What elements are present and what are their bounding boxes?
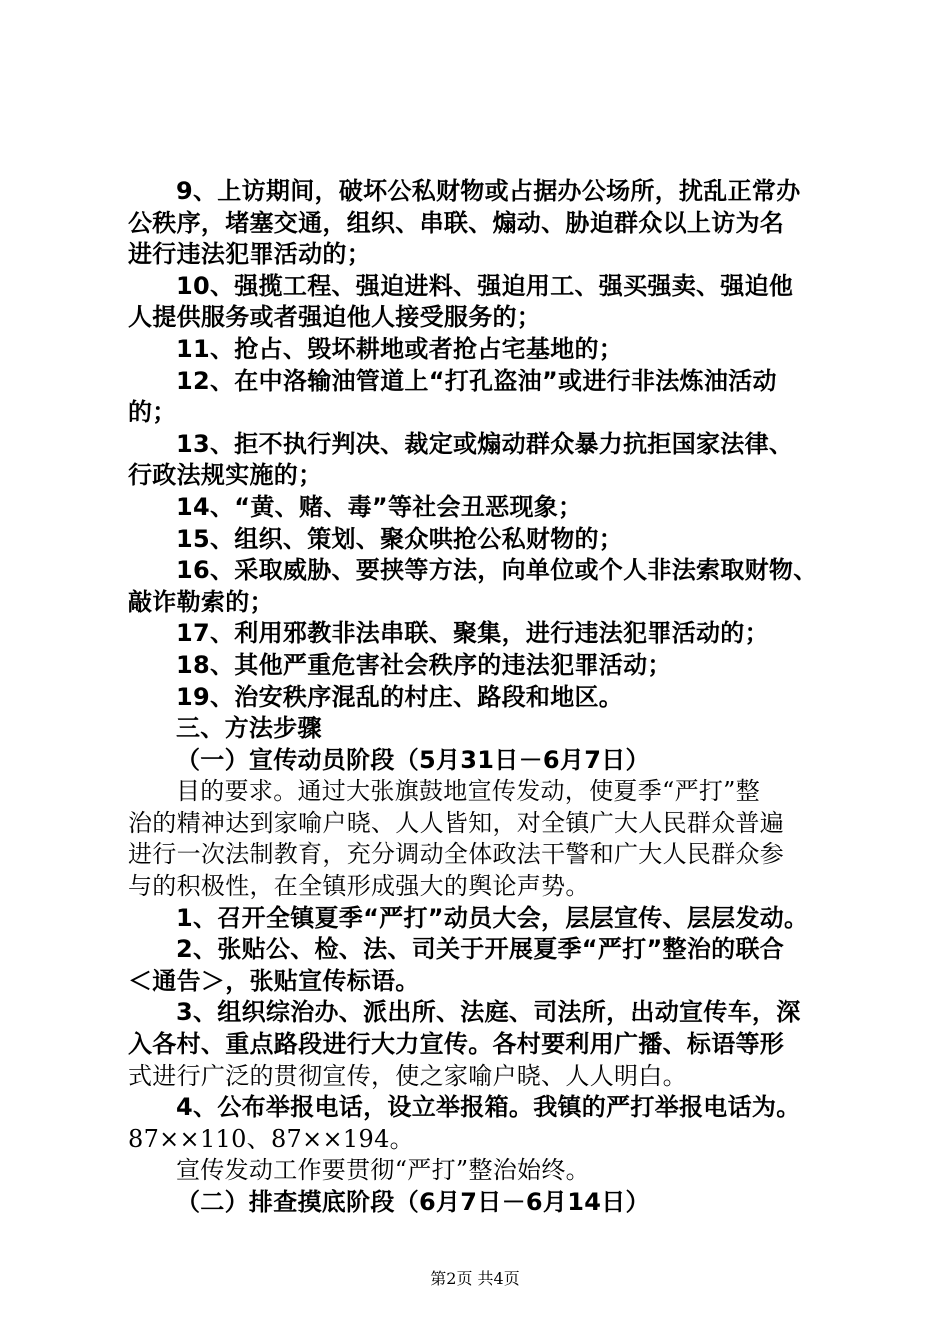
text-line: 3、组织综治办、派出所、法庭、司法所，出动宣传车，深 (176, 998, 801, 1027)
section-heading-methods (128, 713, 840, 745)
paragraph-item-12 (128, 366, 840, 429)
paragraph-item-16 (128, 555, 840, 618)
text-line: 目的要求。通过大张旗鼓地宣传发动，使夏季“严打”整 (176, 777, 761, 806)
subsection-heading-publicity (128, 745, 840, 777)
paragraph-item-15 (128, 524, 840, 556)
text-line: 16、采取威胁、要挟等方法，向单位或个人非法索取财物、 (176, 556, 818, 585)
text-line: 1、召开全镇夏季“严打”动员大会，层层宣传、层层发动。 (176, 903, 809, 932)
paragraph-item-13 (128, 429, 840, 492)
text-line: 4、公布举报电话，设立举报箱。我镇的严打举报电话为。 (176, 1093, 801, 1122)
paragraph-item-17 (128, 618, 840, 650)
paragraph-step-3 (128, 997, 840, 1092)
text-line: （二）排查摸底阶段（6月7日－6月14日） (176, 1188, 650, 1216)
paragraph-step-4 (128, 1092, 840, 1155)
paragraph-item-11 (128, 334, 840, 366)
text-line: 进行违法犯罪活动的； (128, 240, 371, 269)
paragraph-step-2 (128, 934, 840, 997)
text-line: 87××110、87××194。 (128, 1124, 414, 1153)
text-line: 18、其他严重危害社会秩序的违法犯罪活动； (176, 650, 672, 679)
text-line: 与的积极性，在全镇形成强大的舆论声势。 (128, 872, 590, 901)
paragraph-item-14 (128, 492, 840, 524)
text-line: 式进行广泛的贯彻宣传，使之家喻户晓、人人明白。 (128, 1061, 687, 1090)
text-line: 9、上访期间，破坏公私财物或占据办公场所，扰乱正常办 (176, 177, 801, 205)
paragraph-item-19 (128, 682, 840, 714)
text-line: 敲诈勒索的； (128, 587, 274, 616)
document-body (128, 176, 840, 1219)
subsection-heading-investigation (128, 1187, 840, 1219)
text-line: 2、张贴公、检、法、司关于开展夏季“严打”整治的联合 (176, 935, 785, 964)
text-line: （一）宣传动员阶段（5月31日－6月7日） (176, 745, 650, 774)
text-line: 15、组织、策划、聚众哄抢公私财物的； (176, 524, 624, 553)
text-line: 19、治安秩序混乱的村庄、路段和地区。 (176, 682, 624, 711)
text-line: 14、“黄、赌、毒”等社会丑恶现象； (176, 492, 583, 521)
text-line: ＜通告＞，张贴宣传标语。 (128, 966, 420, 995)
text-line: 的； (128, 398, 177, 427)
text-line: 宣传发动工作要贯彻“严打”整治始终。 (176, 1156, 590, 1185)
text-line: 进行一次法制教育，充分调动全体政法干警和广大人民群众参 (128, 840, 785, 869)
page-footer: 第2页 共4页 (430, 1269, 520, 1288)
text-line: 行政法规实施的； (128, 461, 323, 490)
text-line: 17、利用邪教非法串联、聚集，进行违法犯罪活动的； (176, 619, 769, 648)
text-line: 13、拒不执行判决、裁定或煽动群众暴力抗拒国家法律、 (176, 429, 794, 458)
text-line: 三、方法步骤 (176, 714, 322, 743)
paragraph-objectives (128, 776, 840, 902)
paragraph-item-18 (128, 650, 840, 682)
text-line: 10、强揽工程、强迫进料、强迫用工、强买强卖、强迫他 (176, 271, 794, 300)
paragraph-publicity-note (128, 1155, 840, 1187)
text-line: 公秩序，堵塞交通，组织、串联、煽动、胁迫群众以上访为名 (128, 208, 785, 237)
paragraph-item-10 (128, 271, 840, 334)
paragraph-item-9 (128, 176, 840, 271)
text-line: 入各村、重点路段进行大力宣传。各村要利用广播、标语等形 (128, 1030, 785, 1059)
text-line: 12、在中洛输油管道上“打孔盗油”或进行非法炼油活动 (176, 366, 777, 395)
text-line: 11、抢占、毁坏耕地或者抢占宅基地的； (176, 334, 624, 363)
paragraph-step-1 (128, 903, 840, 935)
text-line: 治的精神达到家喻户晓、人人皆知，对全镇广大人民群众普遍 (128, 808, 785, 837)
text-line: 人提供服务或者强迫他人接受服务的； (128, 303, 542, 332)
